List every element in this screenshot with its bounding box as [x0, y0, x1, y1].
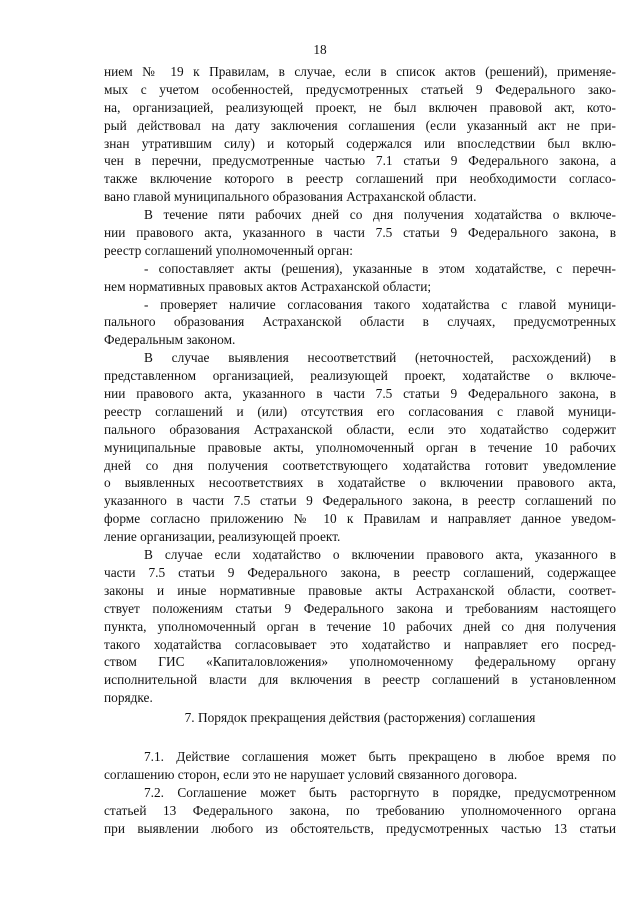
text-line: законы и иные нормативные правовые акты Астраханской области, соответ-: [104, 582, 616, 598]
body-text-block-2: [104, 748, 616, 837]
text-line: В случае если ходатайство о включении правового акта, указанного в: [144, 547, 616, 563]
text-line: на, организацией, реализующей проект, не был включен правовой акт, кото-: [104, 99, 616, 115]
text-line: указанного в части 7.5 статьи 9 Федерального закона, в реестр соглашений по: [104, 493, 616, 509]
body-text-block-1: [104, 63, 616, 707]
text-line: ление организации, реализующей проект.: [104, 529, 341, 545]
page-number: 18: [313, 42, 327, 57]
text-line: статьей 13 Федерального закона, по требованию уполномоченного органа: [104, 802, 616, 818]
text-line: о выявленных несоответствиях в ходатайстве о включении правового акта,: [104, 475, 616, 491]
text-line: 7.1. Действие соглашения может быть прекращено в любое время по: [144, 749, 616, 764]
text-line: реестр соглашений и (или) отсутствия его согласования с главой муници-: [104, 403, 616, 419]
text-line: нии правового акта, указанного в части 7.5 статьи 9 Федерального закона, в: [104, 386, 616, 402]
text-line: Федеральным законом.: [104, 332, 236, 348]
text-line: муниципальные правовые акты, уполномоченный орган в течение 10 рабочих: [104, 439, 616, 455]
text-line: вано главой муниципального образования Астраханской области.: [104, 189, 477, 205]
text-line: дней со дня получения соответствующего ходатайства готовит уведомление: [104, 457, 616, 473]
text-line: рый действовал на дату заключения соглашения (если указанный акт не при-: [104, 117, 616, 133]
text-line: нем нормативных правовых актов Астраханской области;: [104, 278, 432, 294]
text-line: пункта, уполномоченный орган в течение 10 рабочих дней со дня получения: [104, 618, 616, 634]
text-line: исполнительной власти для включения в реестр соглашений в установленном: [104, 672, 616, 688]
text-line: В течение пяти рабочих дней со дня получения ходатайства о включе-: [144, 207, 616, 223]
text-line: ствует положениям статьи 9 Федерального закона и требованиям настоящего: [104, 600, 616, 616]
section-heading: 7. Порядок прекращения действия (расторжения) соглашения: [184, 710, 536, 725]
text-line: также включение которого в реестр соглашений при необходимости согласо-: [104, 171, 616, 187]
text-line: порядке.: [104, 690, 153, 706]
text-line: реестр соглашений уполномоченный орган:: [104, 242, 353, 258]
text-line: соглашению сторон, если это не нарушает условий связанного договора.: [104, 766, 518, 782]
text-line: такого ходатайства согласовывает это ходатайство и направляет его посред-: [104, 636, 616, 652]
text-line: пального образования Астраханской области, если это ходатайство содержит: [104, 421, 616, 437]
text-line: знан утратившим силу) и который содержался или впоследствии был вклю-: [104, 135, 616, 151]
text-line: ством ГИС «Капиталовложения» уполномоченному федеральному органу: [104, 654, 616, 670]
text-line: - проверяет наличие согласования такого ходатайства с главой муници-: [144, 296, 616, 312]
text-line: чен в перечни, предусмотренные частью 7.1 статьи 9 Федерального закона, а: [104, 153, 616, 169]
text-line: В случае выявления несоответствий (неточностей, расхождений) в: [144, 350, 616, 366]
text-line: при выявлении любого из обстоятельств, предусмотренных частью 13 статьи: [104, 820, 616, 836]
text-line: нием № 19 к Правилам, в случае, если в список актов (решений), применяе-: [104, 64, 616, 79]
text-line: пального образования Астраханской области в случаях, предусмотренных: [104, 314, 616, 330]
text-line: мых с учетом особенностей, предусмотренных статьей 9 Федерального зако-: [104, 81, 616, 97]
text-line: 7.2. Соглашение может быть расторгнуто в порядке, предусмотренном: [144, 784, 616, 800]
text-line: форме согласно приложению № 10 к Правилам и направляет данное уведом-: [104, 511, 616, 527]
text-line: части 7.5 статьи 9 Федерального закона, в реестр соглашений, содержащее: [104, 564, 616, 580]
text-line: - сопоставляет акты (решения), указанные в этом ходатайстве, с перечн-: [144, 260, 616, 276]
text-line: представленном организацией, реализующей проект, ходатайстве о включе-: [104, 368, 616, 384]
text-line: нии правового акта, указанного в части 7.5 статьи 9 Федерального закона, в: [104, 225, 616, 241]
